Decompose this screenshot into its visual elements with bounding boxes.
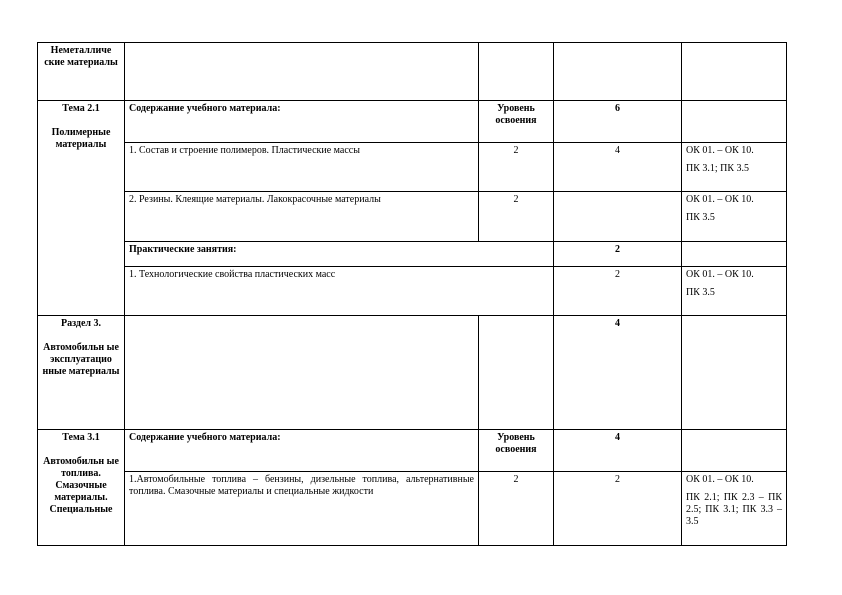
content-header: Содержание учебного материала: xyxy=(125,430,479,472)
level-header: Уровень освоения xyxy=(479,430,554,472)
topic-title: Тема 2.1 xyxy=(62,103,100,114)
hours-value: 4 xyxy=(554,316,682,430)
competence-cell xyxy=(682,192,787,242)
table-row xyxy=(38,316,787,430)
competence-cell xyxy=(682,267,787,316)
section-cell xyxy=(38,316,125,430)
table-row xyxy=(38,242,787,267)
section-name: Неметалличе ские материалы xyxy=(44,45,118,68)
section-name: Автомобильн ые эксплуатацио нные материалы xyxy=(42,342,120,377)
hours-cell xyxy=(554,192,682,242)
competence-text: ПК 2.1; ПК 2.3 – ПК 2.5; ПК 3.1; ПК 3.3 – 3.5 xyxy=(686,492,782,527)
table-row xyxy=(38,267,787,316)
competence-cell xyxy=(682,472,787,546)
table-row xyxy=(38,43,787,101)
competence-text: ОК 01. – ОК 10. xyxy=(686,474,754,485)
hours-value: 2 xyxy=(554,242,682,267)
topic-name: Полимерные материалы xyxy=(51,127,111,150)
lesson-text: 2. Резины. Клеящие материалы. Лакокрасочные материалы xyxy=(125,192,479,242)
competence-cell xyxy=(682,101,787,143)
lesson-text: 1. Технологические свойства пластических масс xyxy=(125,267,554,316)
competence-cell xyxy=(682,430,787,472)
competence-text: ПК 3.5 xyxy=(686,212,715,223)
table-row xyxy=(38,430,787,472)
hours-value: 4 xyxy=(554,430,682,472)
table-row xyxy=(38,192,787,242)
hours-value: 2 xyxy=(554,472,682,546)
level-value: 2 xyxy=(479,472,554,546)
competence-cell xyxy=(682,143,787,192)
topic-name: Автомобильн ые топлива. Смазочные материалы. Специальные xyxy=(43,456,119,515)
level-value: 2 xyxy=(479,192,554,242)
competence-text: ОК 01. – ОК 10. xyxy=(686,145,754,156)
hours-value: 2 xyxy=(554,267,682,316)
topic-title: Тема 3.1 xyxy=(62,432,100,443)
level-cell xyxy=(479,316,554,430)
topic-cell xyxy=(38,101,125,316)
hours-value: 4 xyxy=(554,143,682,192)
practice-header: Практические занятия: xyxy=(125,242,554,267)
curriculum-table xyxy=(37,42,787,546)
content-header: Содержание учебного материала: xyxy=(125,101,479,143)
competence-cell xyxy=(682,242,787,267)
content-cell xyxy=(125,316,479,430)
level-value: 2 xyxy=(479,143,554,192)
content-cell xyxy=(125,43,479,101)
competence-cell xyxy=(682,43,787,101)
hours-cell xyxy=(554,43,682,101)
competence-text: ОК 01. – ОК 10. xyxy=(686,194,754,205)
lesson-text: 1. Состав и строение полимеров. Пластические массы xyxy=(125,143,479,192)
table-row xyxy=(38,101,787,143)
competence-cell xyxy=(682,316,787,430)
level-header: Уровень освоения xyxy=(479,101,554,143)
topic-cell xyxy=(38,430,125,546)
table-row xyxy=(38,143,787,192)
table-row xyxy=(38,472,787,546)
competence-text: ОК 01. – ОК 10. xyxy=(686,269,754,280)
hours-value: 6 xyxy=(554,101,682,143)
section-cell xyxy=(38,43,125,101)
competence-text: ПК 3.1; ПК 3.5 xyxy=(686,163,750,174)
competence-text: ПК 3.5 xyxy=(686,287,715,298)
section-title: Раздел 3. xyxy=(60,318,102,329)
level-cell xyxy=(479,43,554,101)
lesson-text: 1.Автомобильные топлива – бензины, дизельные топлива, альтернативные топлива. Смазочные материалы и специальные жидкости xyxy=(125,472,479,546)
